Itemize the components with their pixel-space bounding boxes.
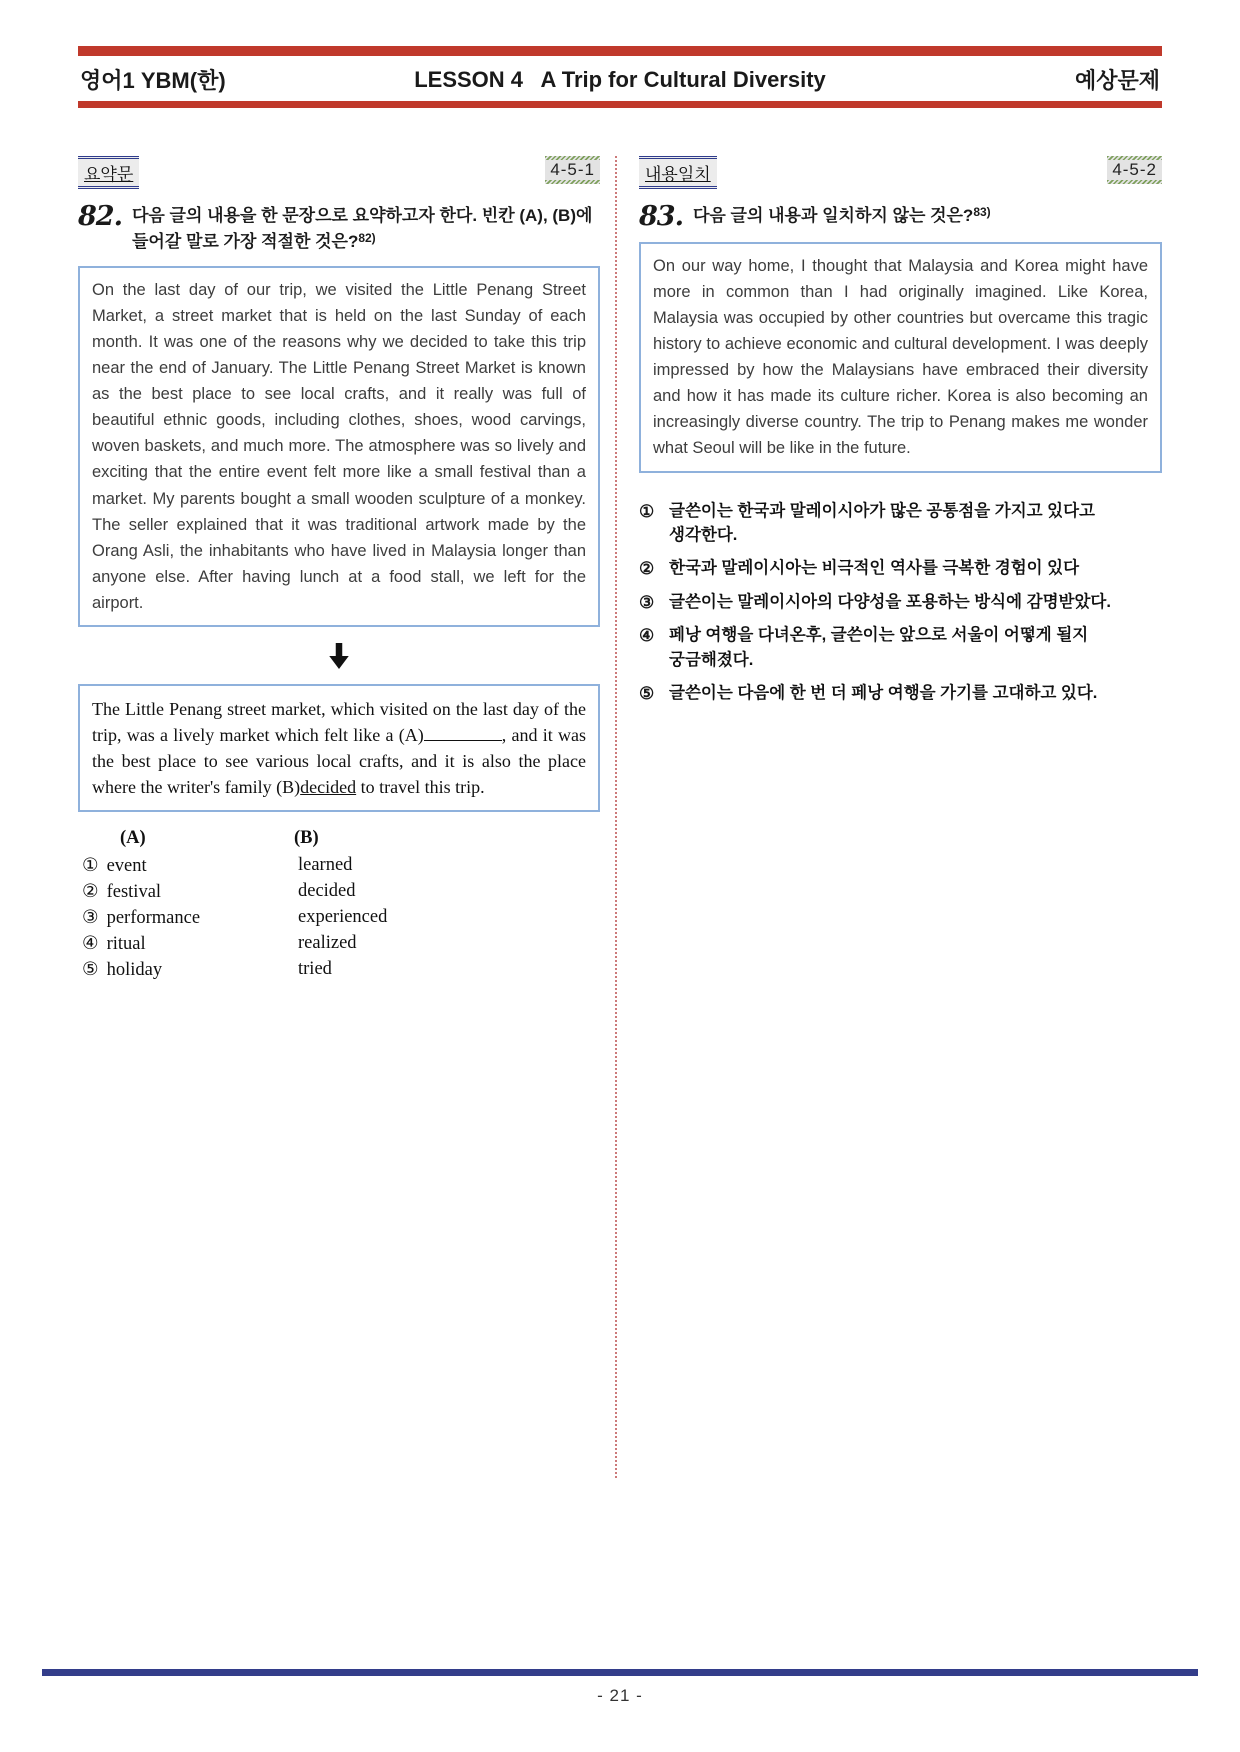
zigzag-bottom-rule [545, 180, 600, 184]
q82-question-text-main: 다음 글의 내용을 한 문장으로 요약하고자 한다. 빈칸 (A), (B)에 들어갈 말로 가장 적절한 것은? [131, 206, 593, 251]
two-column-layout [0, 108, 1240, 1478]
q83-option-2 [639, 556, 1162, 582]
option-a-cell [82, 881, 288, 903]
q83-tag-row [639, 156, 1162, 189]
option-b-word: experienced [298, 907, 388, 928]
question-82-section [78, 156, 600, 985]
q83-option-4 [639, 623, 1162, 673]
option-a-word: event [106, 856, 147, 877]
option-marker: ⑤ [639, 683, 655, 703]
answer-blank-a [424, 727, 502, 741]
q82-option-4 [78, 933, 600, 955]
q83-option-1 [639, 499, 1162, 549]
option-a-word: holiday [106, 960, 163, 981]
q82-option-2 [78, 881, 600, 903]
q82-passage-box: On the last day of our trip, we visited the Little Penang Street Market, a street market that is held on the last Sunday of each month. It was one of the reasons why we decided to take this trip near the end of January. The Little Penang Street Market is known as the best place to see local crafts, and it really was full of beautiful ethnic goods, including clothes, shoes, wood carvings, woven baskets, and much more. The atmosphere was so lively and exciting that the entire event felt more like a small festival than a market. My parents bought a small wooden sculpture of a monkey. The seller explained that it was traditional artwork made by the Orang Asli, the inhabitants who have lived in Malaysia longer than anyone else. After having lunch at a food stall, we left for the airport. [78, 266, 600, 627]
q83-options-list [639, 499, 1162, 707]
option-b-word: tried [298, 959, 332, 980]
option-a-cell [82, 855, 288, 877]
page-number: - 21 - [597, 1686, 643, 1705]
q82-option-5 [78, 959, 600, 981]
summary-part1: The Little Penang street market, which visited on the last day of the trip, was a lively market which felt like a (A) [92, 698, 586, 745]
col-b-header: (B) [294, 828, 319, 849]
zigzag-bottom-rule [1107, 180, 1162, 184]
q83-option-5 [639, 681, 1162, 707]
option-text: 한국과 말레이시아는 비극적인 역사를 극복한 경험이 있다 [669, 559, 1080, 577]
option-text: 글쓴이는 다음에 한 번 더 페낭 여행을 가기를 고대하고 있다. [669, 683, 1098, 702]
q82-options-header [78, 828, 600, 849]
option-a-word: festival [106, 882, 162, 903]
q83-question-text-main: 다음 글의 내용과 일치하지 않는 것은? [692, 206, 974, 225]
option-text: 글쓴이는 말레이시아의 다양성을 포용하는 방식에 감명받았다. [669, 592, 1111, 611]
q82-options-table [78, 828, 600, 981]
q83-question-text [693, 203, 1162, 229]
q82-option-3 [78, 907, 600, 929]
page-header [0, 0, 1240, 108]
option-marker: ① [82, 856, 99, 877]
q82-question-number: 82. [78, 201, 122, 232]
footer-rule [42, 1669, 1198, 1676]
option-marker: ② [82, 882, 99, 903]
option-b-word: realized [298, 933, 357, 954]
option-marker: ④ [82, 934, 99, 955]
q83-footnote-marker: 83) [973, 205, 991, 219]
q82-question-line [78, 203, 600, 254]
option-marker: ⑤ [82, 960, 99, 981]
col-a-header: (A) [120, 828, 146, 849]
column-divider [615, 156, 617, 1478]
option-a-cell [82, 907, 288, 929]
option-marker: ④ [639, 626, 655, 645]
option-a-cell [82, 959, 288, 981]
q83-category-tag: 내용일치 [639, 156, 717, 189]
summary-underlined-word: decided [300, 777, 357, 798]
q82-code-text: 4-5-1 [550, 160, 595, 179]
q82-tag-row [78, 156, 600, 189]
q82-question-text [132, 203, 600, 254]
q83-code-text: 4-5-2 [1112, 160, 1157, 179]
summary-part2: , and it was the best place to see various local crafts, and it is also the place where the writer's family (B) [92, 724, 587, 798]
q82-code-badge [545, 156, 600, 184]
q82-category-tag: 요약문 [78, 156, 139, 189]
option-b-word: learned [298, 855, 353, 876]
q83-question-line [639, 203, 1162, 230]
option-text: 글쓴이는 한국과 말레이시아가 많은 공통점을 가지고 있다고 생각한다. [669, 501, 1095, 545]
summary-arrow [78, 643, 600, 674]
q83-question-number: 83. [639, 201, 683, 232]
option-a-cell [82, 933, 288, 955]
option-marker: ② [639, 559, 655, 578]
option-marker: ③ [639, 592, 655, 612]
q83-code-badge [1107, 156, 1162, 184]
header-title-row [78, 56, 1162, 101]
lesson-title: LESSON 4 A Trip for Cultural Diversity [414, 66, 826, 92]
summary-part3: to travel this trip. [356, 777, 485, 798]
course-title: 영어1 YBM(한) [80, 68, 226, 93]
down-arrow-icon [328, 656, 350, 673]
q83-option-3 [639, 590, 1162, 616]
question-83-section [639, 156, 1162, 714]
header-bottom-rule [78, 101, 1162, 108]
option-a-word: ritual [106, 934, 146, 955]
q83-passage-box: On our way home, I thought that Malaysia and Korea might have more in common than I had originally imagined. Like Korea, Malaysia was occupied by other countries but overcame this tragic history to achieve economic and cultural development. I was deeply impressed by how the Malaysians have embraced their diversity and how it has made its culture richer. Korea is also becoming an increasingly diverse country. The trip to Penang makes me wonder what Seoul will be like in the future. [639, 242, 1162, 473]
header-top-rule [78, 46, 1162, 56]
option-b-word: decided [298, 881, 356, 902]
q82-summary-box [78, 684, 600, 812]
q82-footnote-marker: 82) [358, 230, 376, 245]
doc-type-label: 예상문제 [1074, 68, 1160, 93]
option-a-word: performance [106, 908, 201, 929]
page-footer [0, 1669, 1240, 1752]
q82-option-1 [78, 855, 600, 877]
option-text: 페낭 여행을 다녀온후, 글쓴이는 앞으로 서울이 어떻게 될지 궁금해졌다. [669, 626, 1089, 669]
option-marker: ③ [82, 908, 99, 929]
option-marker: ① [639, 501, 655, 521]
